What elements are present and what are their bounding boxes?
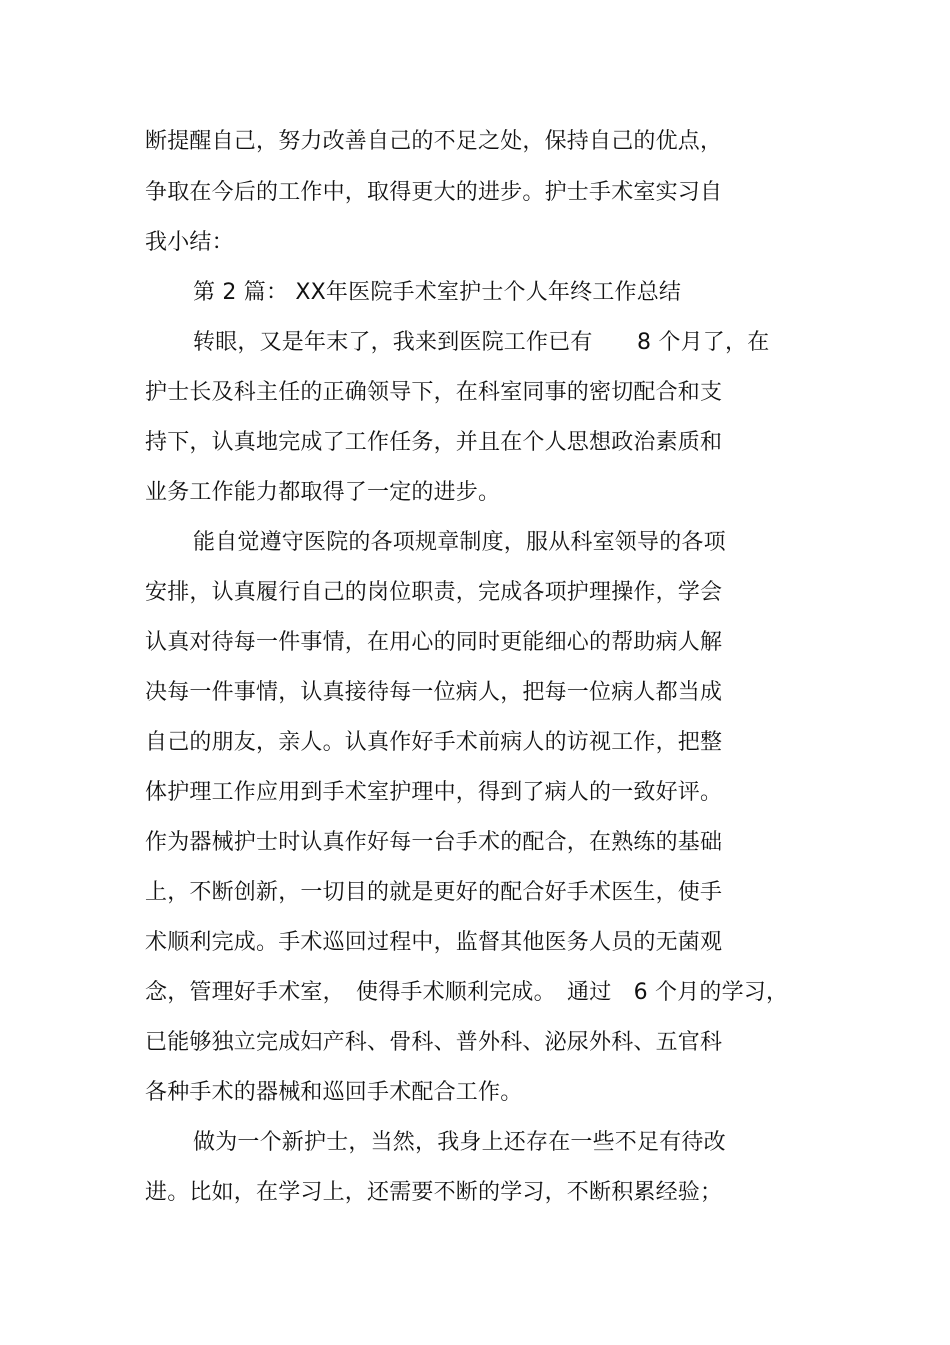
- text-line: 上，不断创新，一切目的就是更好的配合好手术医生，使手: [145, 880, 723, 905]
- text-line: 术顺利完成。手术巡回过程中，监督其他医务人员的无菌观: [145, 930, 723, 955]
- text-line: 已能够独立完成妇产科、骨科、普外科、泌尿外科、五官科: [145, 1030, 723, 1055]
- text-line: 念，管理好手术室， 使得手术顺利完成。 通过 6 个月的学习，: [145, 980, 789, 1005]
- text-line: 进。比如，在学习上，还需要不断的学习，不断积累经验；: [145, 1180, 723, 1205]
- text-line: 作为器械护士时认真作好每一台手术的配合，在熟练的基础: [145, 830, 723, 855]
- text-line: 持下，认真地完成了工作任务，并且在个人思想政治素质和: [145, 430, 723, 455]
- text-line: 能自觉遵守医院的各项规章制度，服从科室领导的各项: [193, 530, 726, 555]
- text-line: 转眼，又是年末了，我来到医院工作已有 8 个月了，在: [193, 330, 770, 355]
- text-line: 争取在今后的工作中，取得更大的进步。护士手术室实习自: [145, 180, 723, 205]
- text-line: 决每一件事情，认真接待每一位病人，把每一位病人都当成: [145, 680, 723, 705]
- text-line: 断提醒自己，努力改善自己的不足之处，保持自己的优点，: [145, 129, 723, 154]
- text-line: 自己的朋友，亲人。认真作好手术前病人的访视工作，把整: [145, 730, 723, 755]
- text-line: 体护理工作应用到手术室护理中，得到了病人的一致好评。: [145, 780, 723, 805]
- text-line: 业务工作能力都取得了一定的进步。: [145, 480, 501, 505]
- section-heading: 第 2 篇： XX年医院手术室护士个人年终工作总结: [193, 280, 682, 305]
- text-line: 做为一个新护士，当然，我身上还存在一些不足有待改: [193, 1130, 726, 1155]
- text-line: 认真对待每一件事情，在用心的同时更能细心的帮助病人解: [145, 630, 723, 655]
- text-line: 各种手术的器械和巡回手术配合工作。: [145, 1080, 523, 1105]
- text-line: 护士长及科主任的正确领导下，在科室同事的密切配合和支: [145, 380, 723, 405]
- text-line: 安排，认真履行自己的岗位职责，完成各项护理操作，学会: [145, 580, 723, 605]
- text-line: 我小结：: [145, 230, 234, 255]
